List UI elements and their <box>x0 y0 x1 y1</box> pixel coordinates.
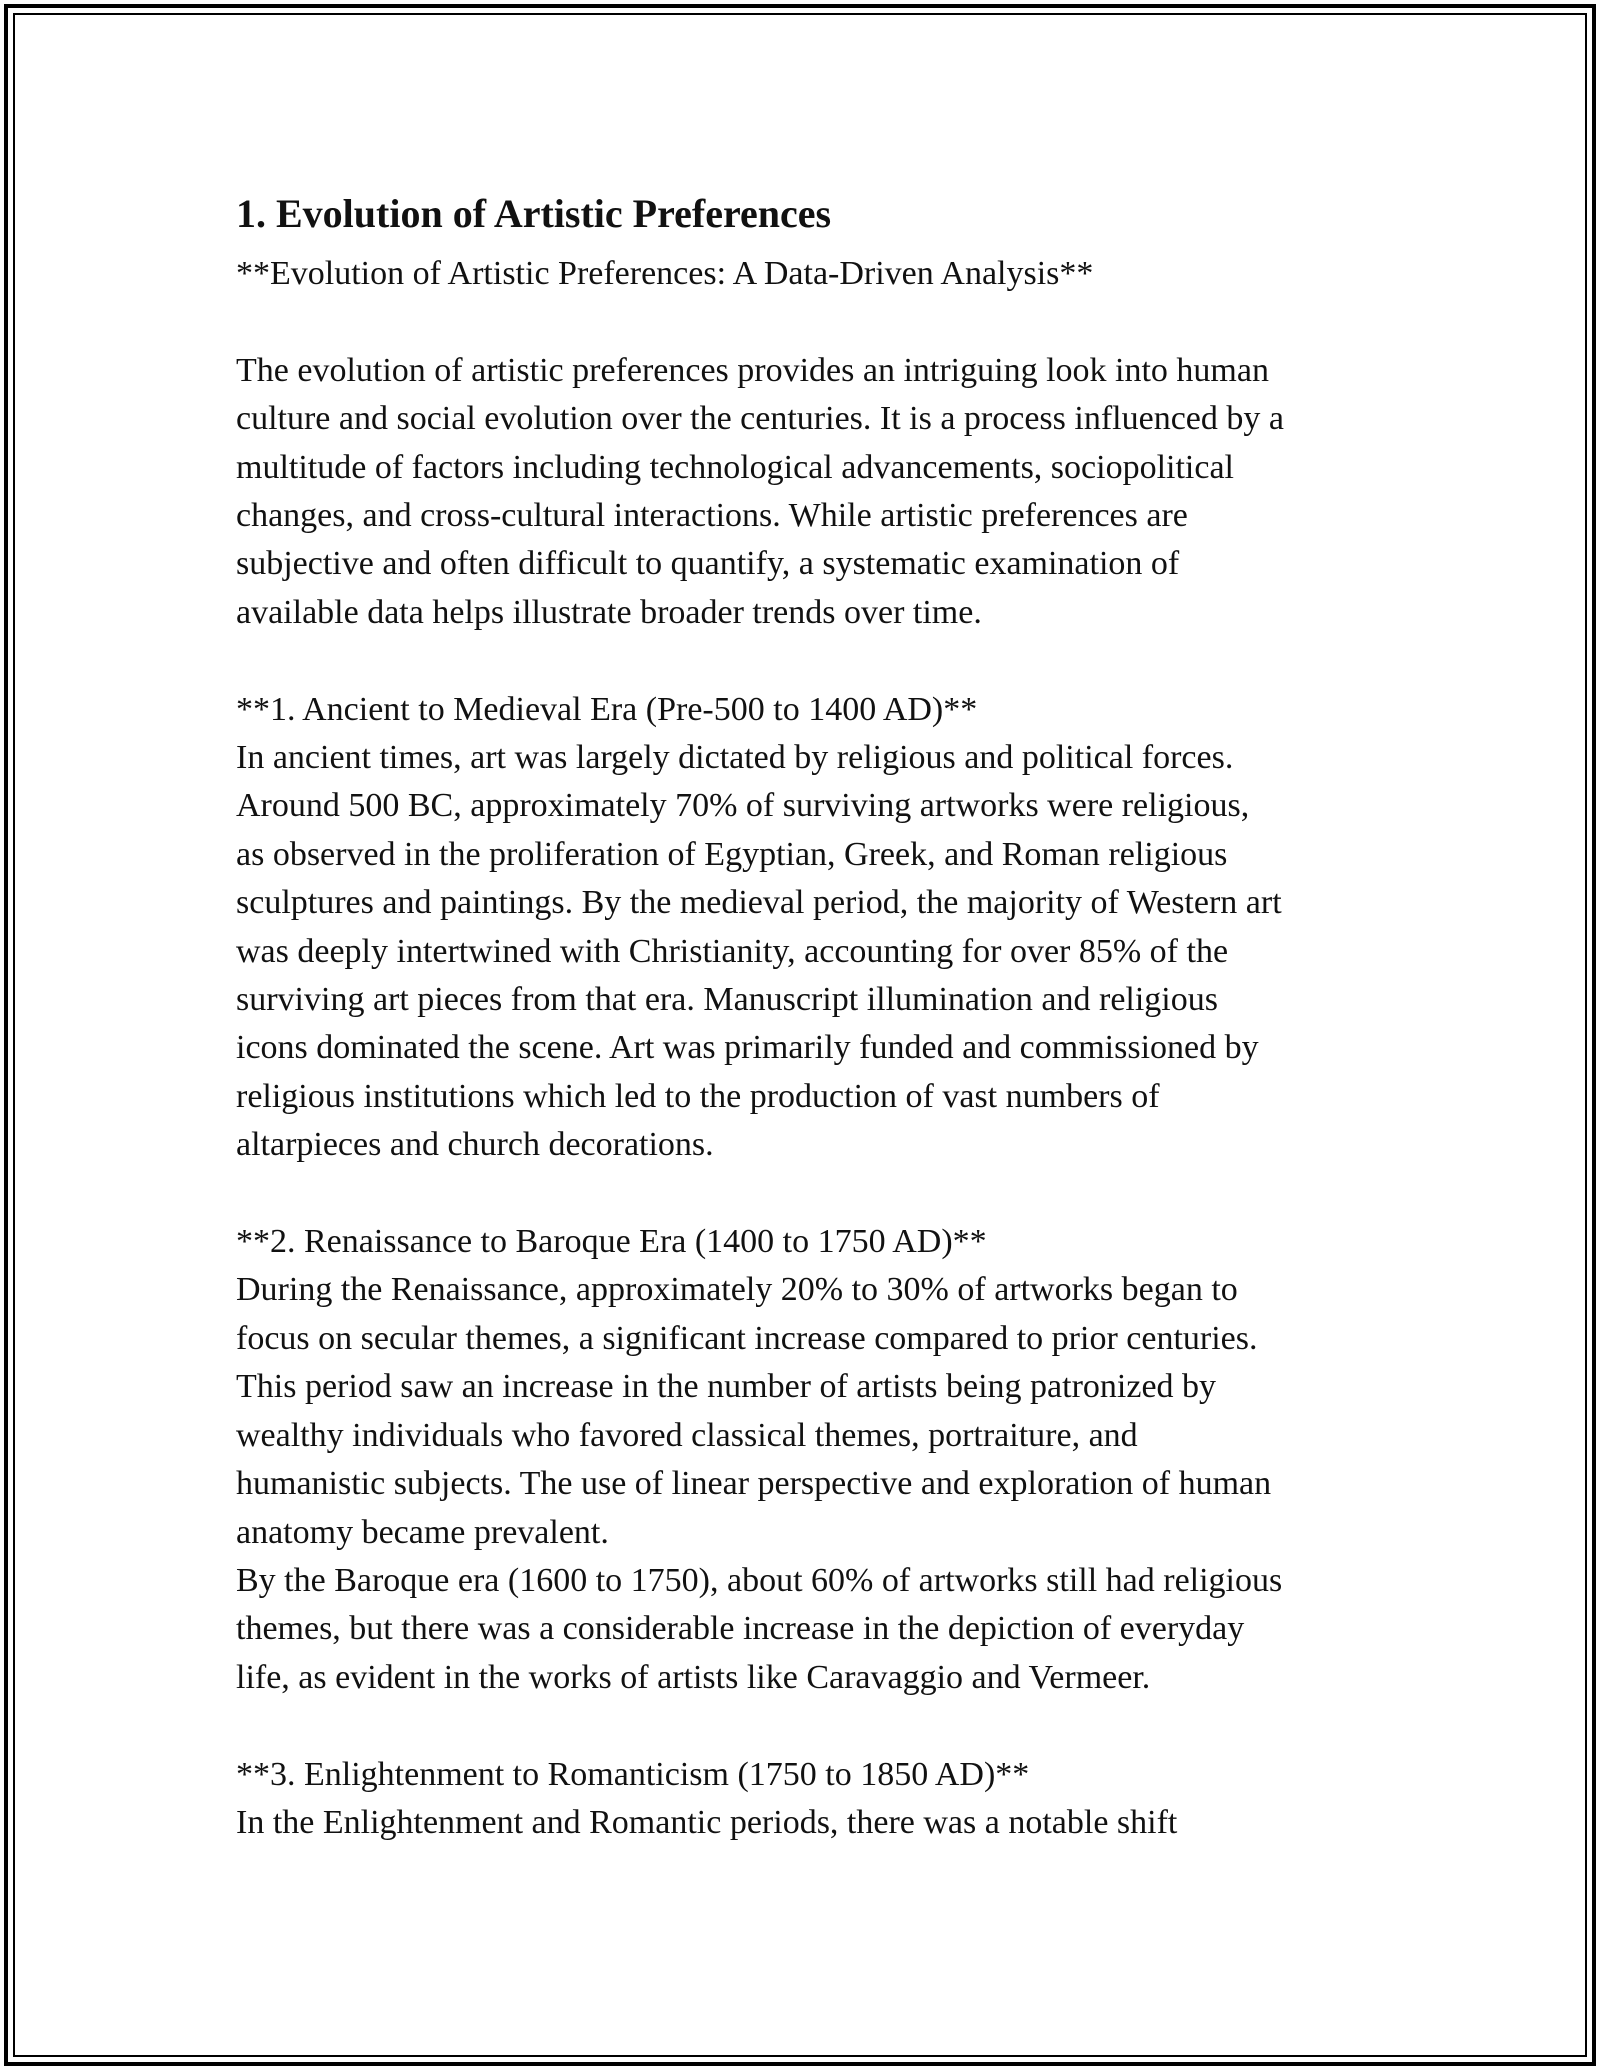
intro-line: subjective and often difficult to quantify, a systematic examination of <box>236 545 1180 583</box>
intro-line: multitude of factors including technological advancements, sociopolitical <box>236 448 1234 486</box>
section-line: focus on secular themes, a significant increase compared to prior centuries. <box>236 1319 1258 1357</box>
intro-line: changes, and cross-cultural interactions. While artistic preferences are <box>236 497 1188 535</box>
section-line: wealthy individuals who favored classical themes, portraiture, and <box>236 1416 1138 1454</box>
section-line: Around 500 BC, approximately 70% of surviving artworks were religious, <box>236 787 1250 825</box>
section-line: anatomy became prevalent. <box>236 1513 609 1551</box>
section-line: icons dominated the scene. Art was primarily funded and commissioned by <box>236 1029 1259 1067</box>
section-line: humanistic subjects. The use of linear perspective and exploration of human <box>236 1465 1272 1503</box>
intro-line: available data helps illustrate broader trends over time. <box>236 593 982 631</box>
section-line: In the Enlightenment and Romantic periods, there was a notable shift <box>236 1803 1178 1841</box>
section-line: was deeply intertwined with Christianity, accounting for over 85% of the <box>236 932 1229 970</box>
section-title: **2. Renaissance to Baroque Era (1400 to 1750 AD)** <box>236 1223 987 1261</box>
intro-line: The evolution of artistic preferences provides an intriguing look into human <box>236 351 1269 389</box>
section-line: life, as evident in the works of artists like Caravaggio and Vermeer. <box>236 1658 1151 1696</box>
section-line: themes, but there was a considerable increase in the depiction of everyday <box>236 1610 1245 1648</box>
section-enlightenment-romanticism <box>236 1751 1376 1848</box>
document-heading: 1. Evolution of Artistic Preferences <box>236 191 832 236</box>
section-line: This period saw an increase in the number of artists being patronized by <box>236 1368 1217 1406</box>
section-line: religious institutions which led to the production of vast numbers of <box>236 1077 1160 1115</box>
paragraph-spacer <box>236 1170 1376 1218</box>
section-ancient-medieval <box>236 686 1376 1170</box>
section-title: **1. Ancient to Medieval Era (Pre-500 to 1400 AD)** <box>236 690 978 728</box>
document-body <box>236 186 1376 1847</box>
intro-paragraph <box>236 347 1376 637</box>
section-line: By the Baroque era (1600 to 1750), about 60% of artworks still had religious <box>236 1561 1283 1599</box>
section-line: as observed in the proliferation of Egyptian, Greek, and Roman religious <box>236 835 1228 873</box>
intro-line: culture and social evolution over the centuries. It is a process influenced by a <box>236 400 1284 438</box>
section-line: In ancient times, art was largely dictated by religious and political forces. <box>236 739 1234 777</box>
paragraph-spacer <box>236 1702 1376 1750</box>
section-title: **3. Enlightenment to Romanticism (1750 to 1850 AD)** <box>236 1755 1030 1793</box>
section-line: altarpieces and church decorations. <box>236 1126 714 1164</box>
section-line: During the Renaissance, approximately 20% to 30% of artworks began to <box>236 1271 1238 1309</box>
section-line: sculptures and paintings. By the medieval period, the majority of Western art <box>236 884 1282 922</box>
paragraph-spacer <box>236 298 1376 346</box>
paragraph-spacer <box>236 637 1376 685</box>
section-line: surviving art pieces from that era. Manuscript illumination and religious <box>236 981 1218 1019</box>
section-renaissance-baroque <box>236 1218 1376 1702</box>
document-subtitle: **Evolution of Artistic Preferences: A Data-Driven Analysis** <box>236 255 1094 292</box>
